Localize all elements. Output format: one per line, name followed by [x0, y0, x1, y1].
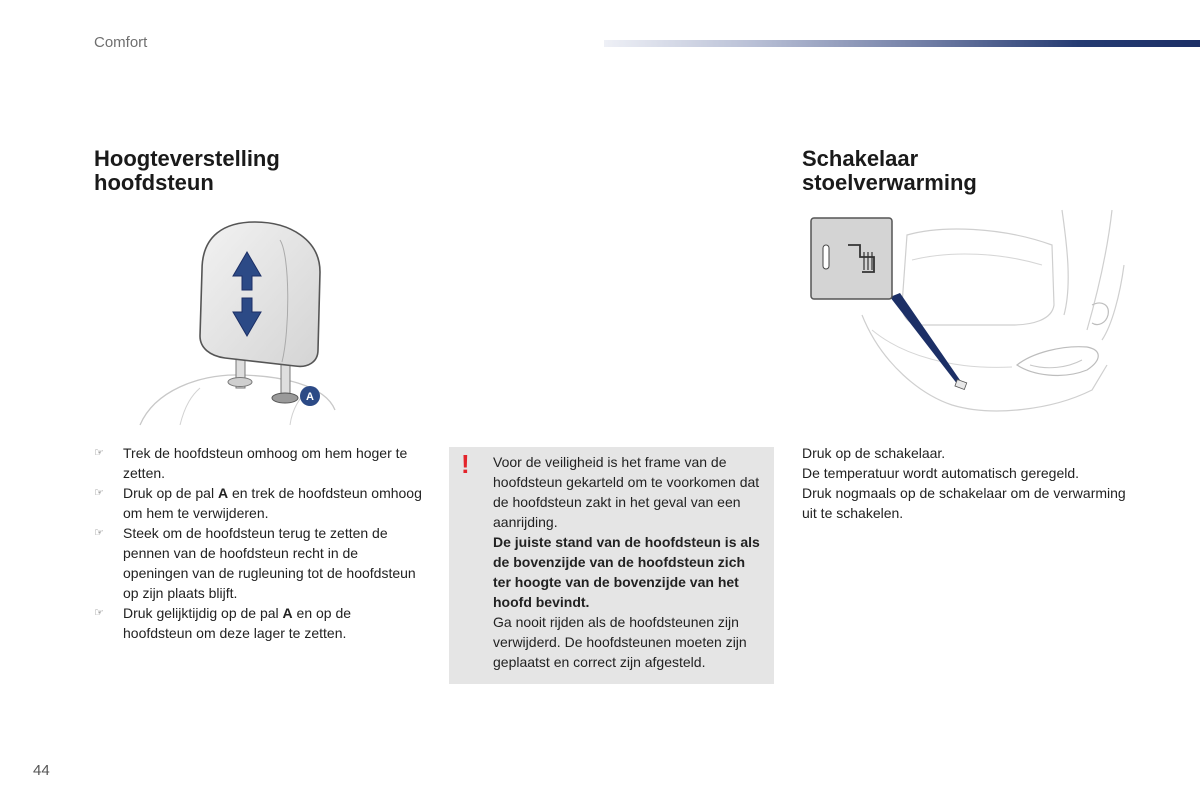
list-item — [94, 603, 424, 643]
pointing-hand-icon: ☞ — [94, 607, 104, 619]
bullet-text-bold: A — [217, 485, 229, 501]
headrest-title-line1: Hoogteverstelling — [94, 146, 280, 171]
section-label: Comfort — [94, 34, 148, 51]
warning-text — [493, 452, 765, 672]
seat-heating-title-line2: stoelverwarming — [802, 170, 977, 195]
pointing-hand-icon: ☞ — [94, 527, 104, 539]
pointing-hand-icon: ☞ — [94, 487, 104, 499]
bullet-text-bold: A — [282, 605, 293, 621]
headrest-section-title — [94, 147, 280, 195]
seat-heating-instructions — [802, 443, 1132, 523]
bullet-text: en op de hoofdsteun om deze lager te zetten. — [123, 605, 352, 641]
seat-heating-section-title — [802, 147, 977, 195]
page-number: 44 — [33, 762, 50, 779]
seat-illustration — [802, 205, 1132, 420]
bullet-text: en trek de hoofdsteun omhoog om hem te verwijderen. — [123, 485, 422, 521]
seat-heating-title-line1: Schakelaar — [802, 146, 919, 171]
seat-heating-line: Druk op de schakelaar. — [802, 445, 946, 461]
seat-heating-line: Druk nogmaals op de schakelaar om de verwarming uit te schakelen. — [802, 485, 1126, 521]
callout-a-label: A — [306, 391, 314, 403]
warning-paragraph: Ga nooit rijden als de hoofdsteunen zijn verwijderd. De hoofdsteunen moeten zijn geplaatst en correct zijn afgesteld. — [493, 614, 747, 670]
list-item — [94, 483, 424, 523]
bullet-text: Steek om de hoofdsteun terug te zetten de pennen van de hoofdsteun recht in de openingen van de rugleuning tot de hoofdsteun op zijn plaats blijft. — [123, 525, 416, 601]
list-item — [94, 443, 424, 483]
warning-paragraph-bold: De juiste stand van de hoofdsteun is als de bovenzijde van de hoofdsteun zich ter hoogte van de bovenzijde van het hoofd bevindt. — [493, 534, 760, 610]
headrest-title-line2: hoofdsteun — [94, 170, 214, 195]
warning-exclamation-icon: ! — [461, 449, 470, 479]
bullet-text: Trek de hoofdsteun omhoog om hem hoger te zetten. — [123, 445, 408, 481]
bullet-text: Druk op de pal — [123, 485, 218, 501]
headrest-illustration — [130, 210, 340, 430]
callout-a-badge — [300, 386, 320, 406]
list-item — [94, 523, 424, 603]
pointing-hand-icon: ☞ — [94, 447, 104, 459]
seat-heating-line: De temperatuur wordt automatisch geregeld. — [802, 465, 1080, 481]
warning-paragraph: Voor de veiligheid is het frame van de hoofdsteun gekarteld om te voorkomen dat de hoofdsteun zakt in het geval van een aanrijding. — [493, 454, 760, 530]
headrest-instructions-list — [94, 443, 424, 643]
header-bar — [604, 40, 1200, 47]
bullet-text: Druk gelijktijdig op de pal — [123, 605, 283, 621]
